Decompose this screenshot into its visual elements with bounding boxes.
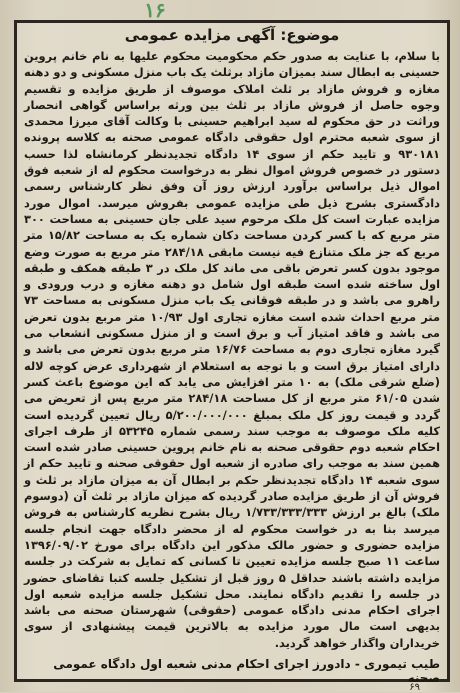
footer-number: ۶۹ [409,682,420,693]
notice-signature: طیب تیموری - دادورز اجرای احکام مدنی شعبه اول دادگاه عمومی صحنه [53,656,440,685]
notice-frame [14,20,450,685]
notice-body: با سلام، با عنایت به صدور حکم محکومیت محکوم علیها به نام خانم پروین حسینی به ابطال سند بمیزان مازاد برثلث یک باب منزل مسکونی و دو دهنه مغازه و فروش مازاد بر ثلث املاک موصوف از طریق مزایده و تقسیم وجوه حاصل از فروش مازاد بر ثلث بین ورثه براساس گواهی انحصار وراثت در حق محکوم له سید ابراهیم حسینی با وکالت آقای میرزا محمدی از سوی شعبه محترم اول حقوقی دادگاه عمومی صحنه به کلاسه پرونده ۹۳۰۱۸۱ و تایید حکم از سوی ۱۴ دادگاه تجدیدنظر کرمانشاه لذا حسب دستور در خصوص فروش اموال نظر به درخواست محکوم له از شعبه فوق اموال ذیل براساس برآورد ارزش روز آن وفق نظر کارشناس رسمی دادگستری بشرح ذیل طی مزایده عمومی بفروش میرسد. اموال مورد مزایده عبارت است کل ملک مرحوم سید علی جان حسینی به مساحت ۳۰۰ متر مربع که با کسر کردن مساحت دکان شماره یک به مساحت ۱۵/۸۲ متر مربع که جز ملک متنازع فیه نیست مابقی ۲۸۴/۱۸ متر مربع به صورت وضع موجود بدون کسر تعرض باقی می ماند کل ملک در ۳ طبقه همکف و طبقه اول ساخته شده است طبقه اول شامل دو دهنه مغازه و درب ورودی و راهرو می باشد و در طبقه فوقانی یک باب منزل مسکونی به مساحت ۷۳ متر مربع احداث شده است مغازه تجاری اول ۱۰/۹۳ متر مربع بدون تعرض می باشد و فاقد امتیاز آب و برق است و از منزل مسکونی انشعاب می گیرد مغازه تجاری دوم به مساحت ۱۶/۷۶ متر مربع بدون تعرض می باشد و دارای امتیاز برق است و با توجه به استعلام از شهرداری عرض کوچه لاله (ضلع شرقی ملک) به ۱۰ متر افزایش می یابد که این موضوع باعث کسر شدن ۶۱/۰۵ متر مربع از کل مساحت ۲۸۴/۱۸ متر مربع پس از تعریض می گردد و قیمت روز کل ملک بمبلغ ۵/۲۰۰/۰۰۰/۰۰۰ ریال تعیین گردیده است کلیه ملک موصوف به موجب سند رسمی شماره ۵۳۲۴۵ از طرف اجرای احکام شعبه دوم حقوقی صحنه به نام خانم پروین حسینی صادر شده است همین سند به موجب رای صادره از شعبه اول حقوقی صحنه و تایید حکم از سوی شعبه ۱۴ دادگاه تجدیدنظر حکم بر ابطال آن به میزان مازاد بر ثلث و فروش آن از طریق مزایده صادر گردیده که میزان مازاد بر ثلث آن (دوسوم ملک) بالغ بر ارزش ۱/۷۳۳/۳۳۳/۳۳۳ ریال بشرح نظریه کارشناس به فروش میرسد بنا به در خواست محکوم له از محضر دادگاه جهت انجام جلسه مزایده حضوری و حضور مالک مذکور این دادگاه برای مورخ ۱۳۹۶/۰۹/۰۲ ساعت ۱۱ صبح جلسه مزایده تعیین تا کسانی که تمایل به شرکت در جلسه مزایده داشته باشند حداقل ۵ روز قبل از تشکیل جلسه کتبا تقاضای حضور در جلسه را تقدیم دادگاه نمایند. محل تشکیل جلسه مزایده شعبه اول اجرای احکام مدنی دادگاه عمومی (حقوقی) شهرستان صحنه می باشد بدیهی است مال مورد مزایده به بالاترین قیمت پیشنهادی از سوی خریداران واگذار خواهد گردید. [24,49,441,650]
green-handwritten-mark: ۱۶ [144,0,166,22]
notice-title: موضوع: آگهی مزایده عمومی [124,26,340,44]
